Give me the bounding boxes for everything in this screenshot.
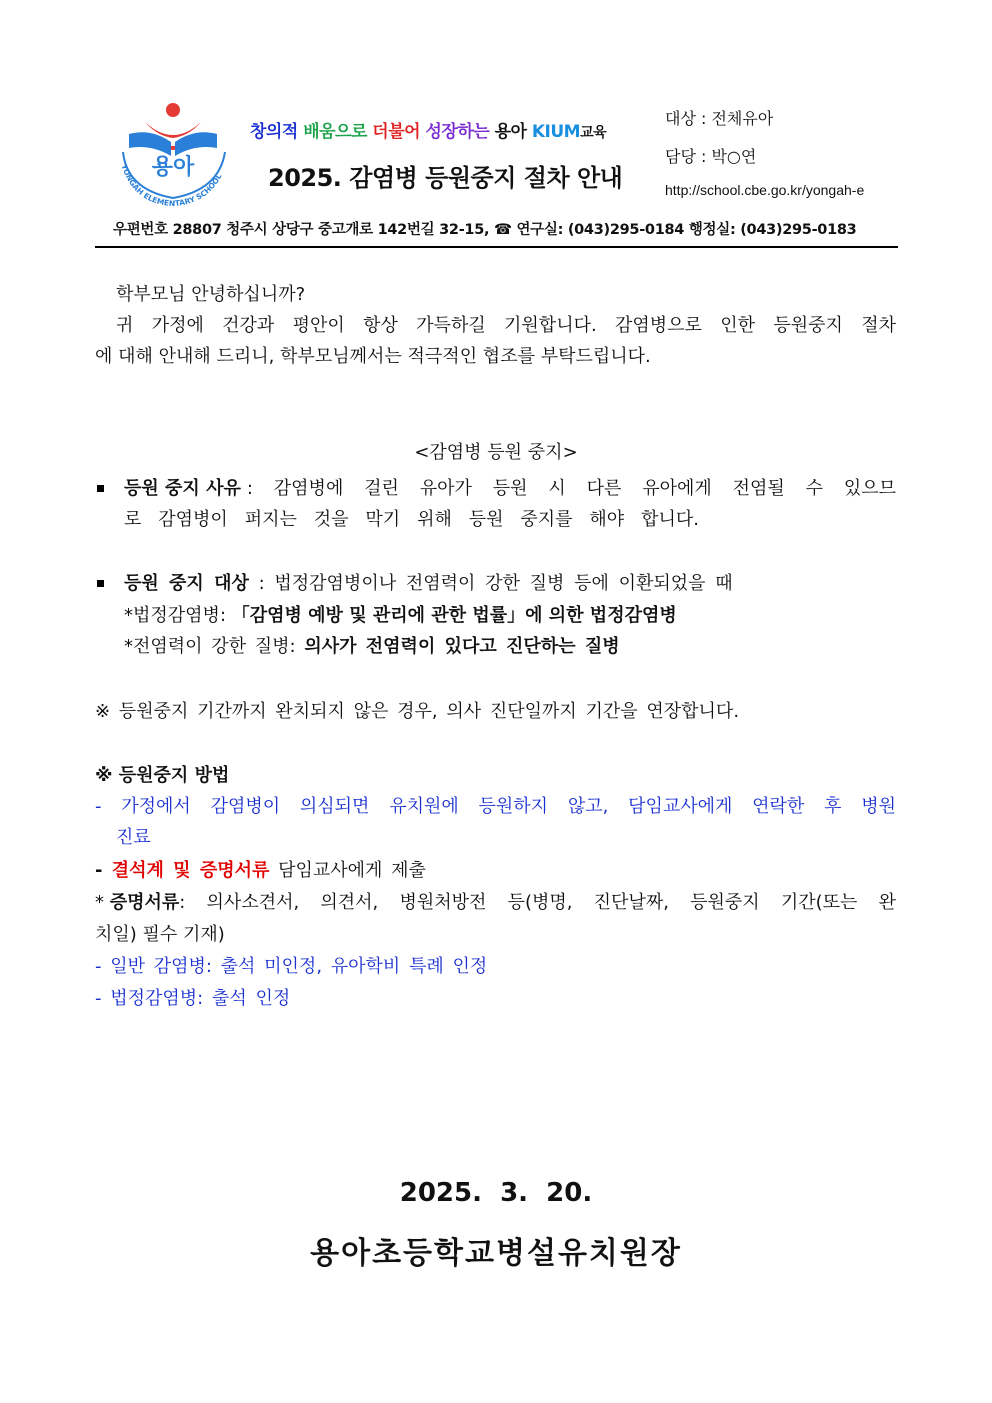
method-item-1-line-1 (95, 798, 896, 816)
word: 감염병에 (273, 478, 344, 499)
word: 가득하길 (416, 315, 486, 336)
greeting: 학부모님 안녕하십니까? (116, 284, 306, 305)
word: 의사소견서, (206, 892, 300, 913)
word: 후 (824, 796, 842, 817)
word: 있으므 (843, 478, 896, 499)
word: 않고, (567, 796, 609, 817)
slogan-part: 성장하는 (425, 122, 495, 142)
word: 등원 (492, 478, 528, 499)
slogan-part: 교육 (580, 125, 607, 141)
slogan-part: 더불어 (372, 122, 426, 142)
method-heading: ※ 등원중지 방법 (95, 765, 230, 786)
reason-line-1 (124, 480, 896, 498)
word: 항상 (363, 315, 398, 336)
word: 다른 (586, 478, 622, 499)
word: 것을 (313, 509, 349, 530)
word: 등원하지 (478, 796, 549, 817)
document-date: 2025. 3. 20. (399, 1178, 593, 1208)
absence-docs: 결석계 및 증명서류 (111, 860, 270, 881)
word: 병원 (861, 796, 896, 817)
word: 연락한 (752, 796, 805, 817)
word: 건강과 (222, 315, 275, 336)
word: 퍼지는 (244, 509, 297, 530)
word: 가정에서 (121, 796, 191, 817)
target-line (124, 575, 733, 593)
slogan-part: 용아 (494, 122, 532, 142)
school-logo (115, 100, 235, 210)
intro-line-2: 에 대해 안내해 드리니, 학부모님께서는 적극적인 협조를 부탁드립니다. (95, 346, 651, 367)
note2-prefix: *전염력이 강한 질병: (124, 636, 305, 657)
slogan-part: KIUM (531, 122, 581, 142)
word: 인한 (720, 315, 756, 336)
word: 담임교사에게 (628, 796, 733, 817)
word: 등(병명, (507, 892, 573, 913)
intro-line-1 (116, 317, 896, 335)
word: 전염될 (732, 478, 785, 499)
slogan (250, 117, 606, 142)
word: 병원처방전 (399, 892, 487, 913)
word: 절차 (861, 315, 896, 336)
word: 등원중지 (690, 892, 760, 913)
word: 위해 (417, 509, 452, 530)
target-label: 등원 중지 대상 (124, 573, 249, 594)
word: 귀 (116, 315, 134, 336)
reason-label: 등원 중지 사유 (124, 478, 241, 499)
method-item-2-text: 담임교사에게 제출 (269, 860, 426, 881)
manager: 담당 : 박○연 (665, 147, 757, 166)
bullet-icon (97, 485, 104, 492)
word: 감염병이 (158, 509, 228, 530)
target-audience: 대상 : 전체유아 (665, 109, 774, 128)
word: 의심되면 (299, 796, 370, 817)
word: - (95, 796, 102, 817)
word: 의견서, (320, 892, 379, 913)
page-title: 2025. 감염병 등원중지 절차 안내 (268, 164, 623, 192)
word: : (246, 478, 253, 499)
word: 합니다. (641, 509, 699, 530)
logo-ring-text: YONGAH ELEMENTARY SCHOOL (119, 163, 224, 209)
signature: 용아초등학교병설유치원장 (310, 1236, 682, 1271)
star: * (95, 892, 110, 913)
word: 가정에 (151, 315, 204, 336)
target-text: : 법정감염병이나 전염력이 강한 질병 등에 이환되었을 때 (248, 573, 733, 594)
word: 수 (805, 478, 823, 499)
slogan-part: 배움으로 (303, 122, 373, 142)
dash: - (95, 860, 112, 881)
note1-bold: 「감염병 예방 및 관리에 관한 법률」에 의한 법정감염병 (231, 605, 677, 626)
note1-prefix: *법정감염병: (124, 605, 232, 626)
method-item-4: - 일반 감염병: 출석 미인정, 유아학비 특례 인정 (95, 956, 488, 977)
slogan-part: 창의적 (250, 122, 304, 142)
word: 감염병으로 (615, 315, 702, 336)
method-item-3-line-2: 치일) 필수 기재) (95, 924, 225, 945)
method-item-5: - 법정감염병: 출석 인정 (95, 988, 291, 1009)
bullet-icon (97, 580, 104, 587)
word: 평안이 (292, 315, 345, 336)
word: : (179, 892, 186, 913)
section-title: <감염병 등원 중지> (414, 442, 578, 463)
word: 감염병이 (210, 796, 281, 817)
word: 진단날짜, (593, 892, 669, 913)
address-line: 우편번호 28807 청주시 상당구 중고개로 142번길 32-15, ☎ 연구실: (043)295-0184 행정실: (043)295-0183 (113, 222, 857, 238)
word: 시 (548, 478, 566, 499)
word: 완 (878, 892, 896, 913)
word: 막기 (365, 509, 401, 530)
word: 로 (124, 509, 142, 530)
word: 유치원에 (389, 796, 459, 817)
word: 유아에게 (642, 478, 712, 499)
method-item-3-line-1 (95, 894, 896, 912)
word: 기간(또는 (780, 892, 858, 913)
word: 등원 (468, 509, 504, 530)
reason-text (247, 480, 896, 498)
target-note-2 (124, 638, 620, 656)
word: 유아가 (419, 478, 472, 499)
school-url[interactable]: http://school.cbe.go.kr/yongah-e (665, 182, 865, 198)
proof-docs-text (179, 894, 896, 912)
note2-bold: 의사가 전염력이 있다고 진단하는 질병 (304, 636, 620, 657)
word: 걸린 (364, 478, 399, 499)
logo-text: 용아 (151, 155, 195, 180)
method-item-2 (95, 862, 426, 880)
header-divider (95, 246, 898, 248)
word: 등원중지 (773, 315, 843, 336)
extension-note: ※ 등원중지 기간까지 완치되지 않은 경우, 의사 진단일까지 기간을 연장합니다. (95, 701, 740, 722)
word: 중지를 (520, 509, 573, 530)
method-item-1-line-2: 진료 (116, 827, 151, 848)
proof-docs-label: 증명서류 (109, 892, 180, 913)
reason-line-2 (124, 511, 699, 529)
word: 해야 (589, 509, 625, 530)
target-note-1 (124, 607, 677, 625)
word: 기원합니다. (504, 315, 597, 336)
